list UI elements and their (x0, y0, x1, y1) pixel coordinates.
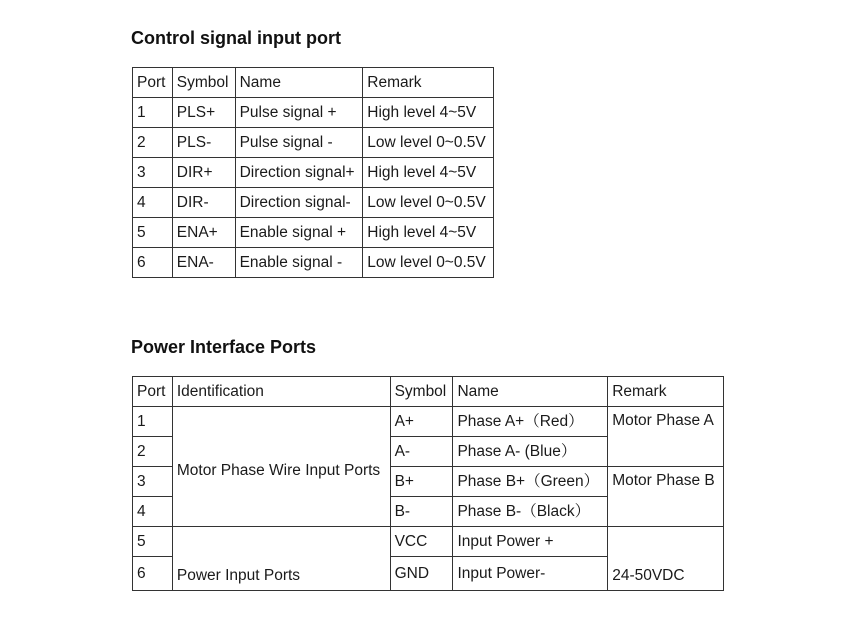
control-signal-heading: Control signal input port (131, 28, 341, 48)
name-cell: Pulse signal - (235, 128, 363, 158)
table-row (133, 158, 494, 188)
port-cell: 2 (133, 128, 173, 158)
symbol-cell: ENA+ (172, 218, 235, 248)
remark-cell: Low level 0~0.5V (363, 128, 494, 158)
table-row (133, 218, 494, 248)
name-cell: Pulse signal + (235, 98, 363, 128)
port-cell: 3 (133, 158, 173, 188)
name-cell: Phase A+（Red） (453, 407, 608, 437)
port-cell: 2 (133, 437, 173, 467)
table-header-row (133, 68, 494, 98)
column-header-port: Port (133, 377, 173, 407)
port-cell: 5 (133, 527, 173, 557)
table-row (133, 527, 724, 557)
name-cell: Input Power- (453, 557, 608, 591)
identification-cell-power-input: Power Input Ports (172, 527, 390, 591)
table-row (133, 188, 494, 218)
name-cell: Phase B+（Green） (453, 467, 608, 497)
table-row (133, 128, 494, 158)
port-cell: 5 (133, 218, 173, 248)
column-header-symbol: Symbol (172, 68, 235, 98)
port-cell: 1 (133, 407, 173, 437)
symbol-cell: B- (390, 497, 453, 527)
remark-cell: High level 4~5V (363, 158, 494, 188)
name-cell: Enable signal - (235, 248, 363, 278)
name-cell: Input Power + (453, 527, 608, 557)
table-row (133, 407, 724, 437)
remark-cell-voltage: 24-50VDC (608, 527, 724, 591)
port-cell: 6 (133, 557, 173, 591)
remark-cell: High level 4~5V (363, 98, 494, 128)
symbol-cell: VCC (390, 527, 453, 557)
name-cell: Enable signal + (235, 218, 363, 248)
remark-cell: Low level 0~0.5V (363, 248, 494, 278)
symbol-cell: ENA- (172, 248, 235, 278)
column-header-symbol: Symbol (390, 377, 453, 407)
column-header-remark: Remark (363, 68, 494, 98)
symbol-cell: A+ (390, 407, 453, 437)
port-cell: 4 (133, 188, 173, 218)
symbol-cell: PLS+ (172, 98, 235, 128)
power-interface-table (132, 376, 724, 591)
table-header-row (133, 377, 724, 407)
symbol-cell: DIR+ (172, 158, 235, 188)
symbol-cell: PLS- (172, 128, 235, 158)
remark-cell: High level 4~5V (363, 218, 494, 248)
remark-cell-phase-b: Motor Phase B (608, 467, 724, 527)
remark-cell-phase-a: Motor Phase A (608, 407, 724, 467)
column-header-name: Name (453, 377, 608, 407)
power-interface-heading: Power Interface Ports (131, 337, 317, 357)
symbol-cell: A- (390, 437, 453, 467)
identification-cell-motor-phase: Motor Phase Wire Input Ports (172, 407, 390, 527)
table-row (133, 98, 494, 128)
port-cell: 1 (133, 98, 173, 128)
remark-cell: Low level 0~0.5V (363, 188, 494, 218)
name-cell: Direction signal- (235, 188, 363, 218)
port-cell: 3 (133, 467, 173, 497)
control-signal-table (132, 67, 494, 278)
column-header-identification: Identification (172, 377, 390, 407)
name-cell: Direction signal+ (235, 158, 363, 188)
name-cell: Phase A- (Blue） (453, 437, 608, 467)
port-cell: 4 (133, 497, 173, 527)
port-cell: 6 (133, 248, 173, 278)
column-header-name: Name (235, 68, 363, 98)
column-header-port: Port (133, 68, 173, 98)
table-row (133, 248, 494, 278)
symbol-cell: B+ (390, 467, 453, 497)
symbol-cell: GND (390, 557, 453, 591)
name-cell: Phase B-（Black） (453, 497, 608, 527)
column-header-remark: Remark (608, 377, 724, 407)
symbol-cell: DIR- (172, 188, 235, 218)
